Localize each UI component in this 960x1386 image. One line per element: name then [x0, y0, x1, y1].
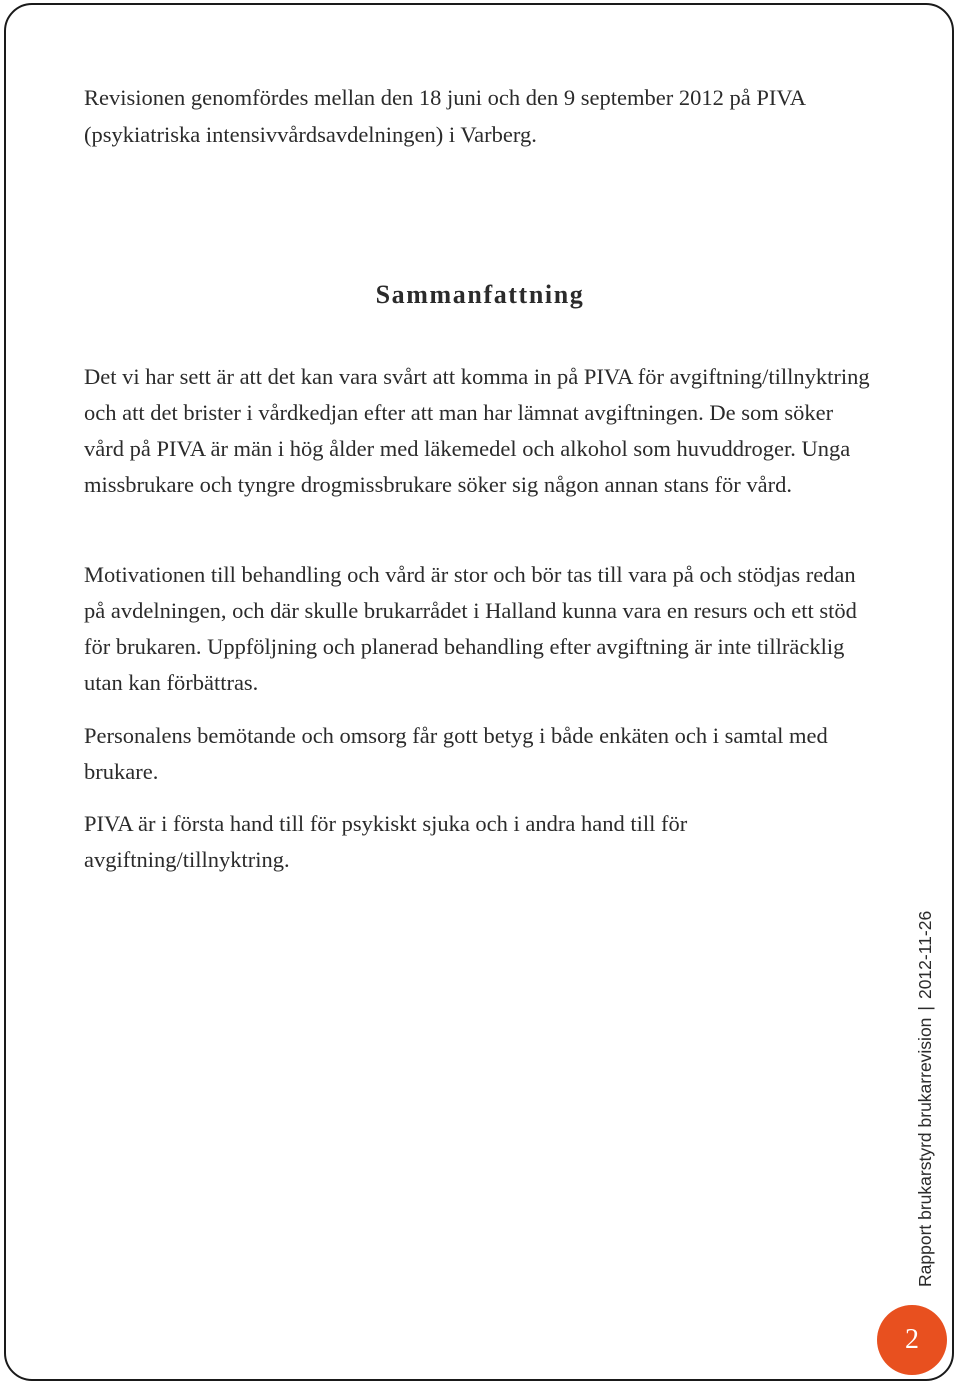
footer-report-title: Rapport brukarstyrd brukarrevision — [915, 1017, 935, 1287]
page-number: 2 — [905, 1324, 919, 1355]
summary-paragraph-3: Personalens bemötande och omsorg får gott betyg i både enkäten och i samtal med brukare. — [84, 723, 828, 784]
summary-paragraph-4: PIVA är i första hand till för psykiskt sjuka och i andra hand till för avgiftning/tillnyktring. — [84, 811, 688, 872]
footer-separator: | — [915, 1006, 935, 1011]
intro-paragraph: Revisionen genomfördes mellan den 18 juni och den 9 september 2012 på PIVA (psykiatriska intensivvårdsavdelningen) i Varberg. — [84, 85, 805, 147]
vertical-footer — [915, 911, 935, 1287]
section-heading: Sammanfattning — [375, 280, 585, 309]
summary-paragraph-1: Det vi har sett är att det kan vara svårt att komma in på PIVA för avgiftning/tillnyktring och att det brister i vårdkedjan efter att man har lämnat avgiftningen. De som söker vård på PIVA är män i hög ålder med läkemedel och alkohol som huvuddroger. Unga missbrukare och tyngre drogmissbrukare söker sig någon annan stans för vård. — [84, 364, 870, 497]
page-number-badge — [877, 1305, 947, 1375]
summary-paragraph-2: Motivationen till behandling och vård är stor och bör tas till vara på och stödjas redan på avdelningen, och där skulle brukarrådet i Halland kunna vara en resurs och ett stöd för brukaren. Uppföljning och planerad behandling efter avgiftning är inte tillräcklig utan kan förbättras. — [84, 562, 857, 695]
footer-date: 2012-11-26 — [915, 910, 935, 1000]
